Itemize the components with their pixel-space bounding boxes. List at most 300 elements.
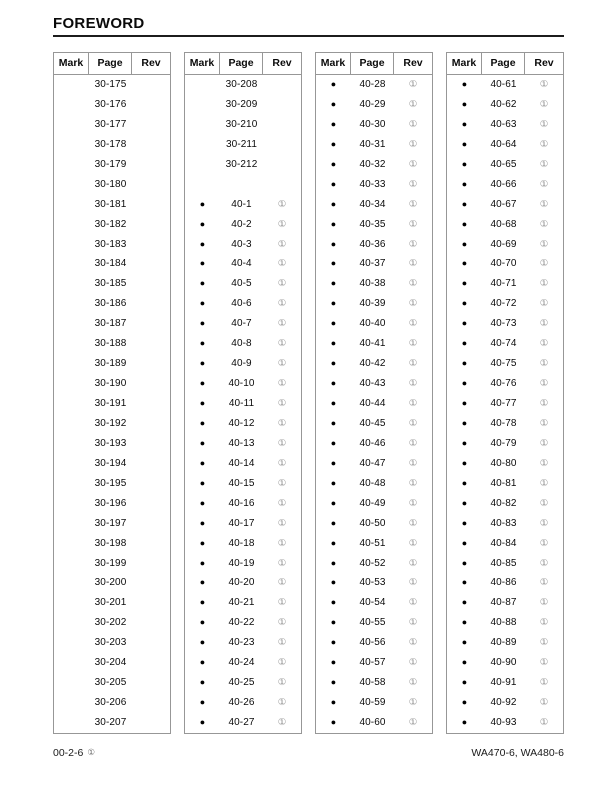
mark-dot-icon: ● [461, 637, 468, 648]
rev-symbol-icon: ① [539, 338, 549, 350]
table-body [185, 75, 301, 733]
mark-dot-icon [54, 454, 89, 474]
mark-dot-icon [54, 314, 89, 334]
rev-symbol-icon: ① [277, 677, 287, 689]
mark-dot-icon: ● [330, 178, 337, 189]
page-number: 40-65 [490, 158, 517, 170]
rev-symbol-icon: ① [408, 338, 418, 350]
table-row [54, 693, 170, 713]
table-row [54, 613, 170, 633]
page-number: 40-39 [359, 298, 386, 310]
page-number: 40-52 [359, 557, 386, 569]
page-number: 40-84 [490, 537, 517, 549]
rev-symbol-icon: ① [539, 597, 549, 609]
table-row [185, 534, 301, 554]
mark-dot-icon [54, 394, 89, 414]
rev-symbol-icon: ① [408, 417, 418, 429]
table-row [447, 394, 563, 414]
table-row [316, 573, 432, 593]
column-header-mark: Mark [54, 53, 89, 74]
table-row [54, 633, 170, 653]
rev-symbol-icon: ① [408, 178, 418, 190]
rev-symbol-icon [132, 235, 170, 255]
table-header-row [316, 53, 432, 75]
rev-symbol-icon: ① [277, 238, 287, 250]
page-number: 40-28 [359, 79, 386, 90]
page-number: 30-185 [94, 278, 127, 290]
page-number: 40-3 [231, 238, 252, 250]
table-row [447, 215, 563, 235]
page-number: 30-190 [94, 378, 127, 390]
table-row [447, 354, 563, 374]
rev-symbol-icon: ① [539, 258, 549, 270]
table-row [185, 155, 301, 175]
page-number: 40-93 [490, 717, 517, 728]
mark-dot-icon [54, 294, 89, 314]
table-body [54, 75, 170, 733]
rev-symbol-icon: ① [277, 617, 287, 629]
table-row [54, 195, 170, 215]
page-number: 40-67 [490, 198, 517, 210]
mark-dot-icon: ● [330, 238, 337, 249]
column-header-page: Page [220, 53, 263, 74]
mark-dot-icon: ● [461, 577, 468, 588]
rev-symbol-icon: ① [408, 557, 418, 569]
table-row [185, 95, 301, 115]
column-header-rev: Rev [403, 57, 423, 69]
page-number: 40-27 [228, 717, 255, 728]
table-row [185, 274, 301, 294]
page-number: 40-53 [359, 577, 386, 589]
mark-dot-icon: ● [199, 717, 206, 727]
page-number: 30-180 [94, 178, 127, 190]
page-number: 40-54 [359, 597, 386, 609]
page-number: 40-59 [359, 697, 386, 709]
mark-dot-icon: ● [330, 437, 337, 448]
page-number: 40-17 [228, 517, 255, 529]
mark-dot-icon: ● [461, 318, 468, 329]
mark-dot-icon: ● [199, 597, 206, 608]
table-row [185, 195, 301, 215]
page-number: 30-178 [94, 138, 127, 150]
mark-dot-icon [54, 115, 89, 135]
mark-dot-icon: ● [330, 477, 337, 488]
table-row [54, 394, 170, 414]
rev-symbol-icon: ① [277, 477, 287, 489]
rev-symbol-icon: ① [539, 138, 549, 150]
rev-symbol-icon: ① [408, 79, 418, 90]
mark-dot-icon: ● [330, 378, 337, 389]
mark-dot-icon [54, 653, 89, 673]
table-row [447, 135, 563, 155]
rev-symbol-icon: ① [408, 537, 418, 549]
page-title: FOREWORD [53, 15, 145, 32]
table-row [185, 593, 301, 613]
rev-symbol-icon [132, 474, 170, 494]
mark-dot-icon: ● [199, 677, 206, 688]
rev-symbol-icon: ① [277, 437, 287, 449]
page-number: 40-37 [359, 258, 386, 270]
mark-dot-icon: ● [461, 477, 468, 488]
mark-dot-icon: ● [461, 657, 468, 668]
table-row [185, 235, 301, 255]
rev-symbol-icon [132, 554, 170, 574]
rev-symbol-icon [132, 494, 170, 514]
rev-symbol-icon: ① [408, 657, 418, 669]
table-row [185, 314, 301, 334]
rev-symbol-icon: ① [408, 477, 418, 489]
rev-symbol-icon: ① [408, 258, 418, 270]
mark-dot-icon: ● [461, 497, 468, 508]
table-row [185, 414, 301, 434]
rev-symbol-icon [263, 135, 301, 155]
rev-symbol-icon: ① [277, 717, 287, 728]
rev-symbol-icon: ① [277, 358, 287, 370]
mark-dot-icon: ● [461, 557, 468, 568]
table-row [185, 135, 301, 155]
page-number: 30-187 [94, 318, 127, 330]
page-number: 40-62 [490, 98, 517, 110]
rev-symbol-icon: ① [539, 417, 549, 429]
table-row [316, 554, 432, 574]
table-row [316, 394, 432, 414]
rev-symbol-icon [263, 155, 301, 175]
page-number: 40-42 [359, 358, 386, 370]
rev-symbol-icon [132, 633, 170, 653]
rev-symbol-icon: ① [408, 298, 418, 310]
page-number: 40-44 [359, 398, 386, 409]
table-row [54, 75, 170, 95]
mark-dot-icon: ● [330, 358, 337, 369]
mark-dot-icon: ● [461, 238, 468, 249]
table-row [54, 414, 170, 434]
table-row [447, 155, 563, 175]
mark-dot-icon: ● [461, 437, 468, 448]
mark-dot-icon [54, 95, 89, 115]
rev-symbol-icon: ① [539, 717, 549, 728]
table-row [316, 135, 432, 155]
mark-dot-icon: ● [461, 537, 468, 548]
mark-dot-icon: ● [330, 597, 337, 608]
page-number: 40-50 [359, 517, 386, 529]
table-row [316, 514, 432, 534]
page-number: 40-21 [228, 597, 255, 609]
rev-symbol-icon [132, 613, 170, 633]
table-row [54, 274, 170, 294]
rev-symbol-icon: ① [539, 517, 549, 529]
table-row [54, 494, 170, 514]
rev-symbol-icon: ① [539, 577, 549, 589]
table-row [185, 434, 301, 454]
rev-symbol-icon: ① [277, 457, 287, 469]
table-row [185, 394, 301, 414]
table-row [316, 115, 432, 135]
rev-symbol-icon: ① [539, 218, 549, 230]
page-number: 40-4 [231, 258, 252, 270]
table-row [316, 414, 432, 434]
table-row [447, 414, 563, 434]
table-row [185, 653, 301, 673]
mark-dot-icon: ● [199, 198, 206, 209]
table-row [316, 354, 432, 374]
rev-symbol-icon [132, 334, 170, 354]
column-header-page: Page [351, 53, 394, 74]
rev-symbol-icon [132, 454, 170, 474]
rev-symbol-icon: ① [408, 597, 418, 609]
mark-dot-icon: ● [199, 577, 206, 588]
table-row [54, 334, 170, 354]
mark-dot-icon [54, 135, 89, 155]
footer-page-number [53, 747, 95, 759]
mark-dot-icon: ● [330, 98, 337, 109]
page-number: 40-57 [359, 657, 386, 669]
footer-model-numbers: WA470-6, WA480-6 [471, 747, 564, 759]
page-number: 30-201 [94, 597, 127, 609]
page-number: 30-184 [94, 258, 127, 270]
page-number: 30-194 [94, 457, 127, 469]
table-row [54, 235, 170, 255]
table-row [185, 334, 301, 354]
table-row [447, 274, 563, 294]
mark-dot-icon: ● [461, 98, 468, 109]
mark-dot-icon [54, 195, 89, 215]
table-row [447, 613, 563, 633]
rev-symbol-icon [132, 75, 170, 95]
table-row [185, 633, 301, 653]
table-row-empty [185, 175, 301, 195]
mark-dot-icon: ● [330, 158, 337, 169]
table-row [185, 573, 301, 593]
rev-symbol-icon: ① [408, 138, 418, 150]
page-number: 40-61 [490, 79, 517, 90]
mark-dot-icon: ● [199, 517, 206, 528]
mark-dot-icon [54, 633, 89, 653]
table-row [316, 334, 432, 354]
column-header-rev: Rev [534, 57, 554, 69]
mark-dot-icon: ● [199, 398, 206, 408]
page-number: 40-89 [490, 637, 517, 649]
page-number: 40-69 [490, 238, 517, 250]
page-number: 30-196 [94, 497, 127, 509]
page-number: 30-189 [94, 358, 127, 370]
page-number: 40-46 [359, 437, 386, 449]
rev-symbol-icon: ① [277, 218, 287, 230]
mark-dot-icon: ● [199, 657, 206, 668]
page-number: 40-43 [359, 378, 386, 390]
rev-symbol-icon: ① [539, 178, 549, 190]
rev-symbol-icon [132, 414, 170, 434]
rev-symbol-icon [132, 254, 170, 274]
mark-dot-icon [54, 155, 89, 175]
table-row [316, 454, 432, 474]
mark-dot-icon [54, 235, 89, 255]
page-number: 30-208 [225, 79, 258, 90]
table-row [447, 254, 563, 274]
rev-symbol-icon: ① [539, 278, 549, 290]
table-row [316, 633, 432, 653]
rev-symbol-icon: ① [277, 517, 287, 529]
rev-symbol-icon: ① [277, 597, 287, 609]
table-row [54, 254, 170, 274]
table-row [447, 633, 563, 653]
rev-symbol-icon: ① [408, 398, 418, 409]
mark-dot-icon: ● [199, 258, 206, 269]
table-row [316, 75, 432, 95]
mark-dot-icon: ● [330, 517, 337, 528]
rev-symbol-icon [132, 195, 170, 215]
mark-dot-icon [54, 254, 89, 274]
page-number: 40-74 [490, 338, 517, 350]
rev-symbol-icon: ① [408, 697, 418, 709]
table-row [316, 195, 432, 215]
table-row [185, 75, 301, 95]
page-number: 40-2 [231, 218, 252, 230]
page-number: 40-87 [490, 597, 517, 609]
table-row [185, 554, 301, 574]
page-number: 30-186 [94, 298, 127, 310]
mark-dot-icon: ● [461, 178, 468, 189]
mark-dot-icon: ● [461, 717, 468, 727]
table-row [316, 274, 432, 294]
table-row [185, 454, 301, 474]
page-number: 40-26 [228, 697, 255, 709]
mark-dot-icon [54, 534, 89, 554]
table-row [54, 155, 170, 175]
rev-symbol-icon [132, 215, 170, 235]
rev-symbol-icon [132, 135, 170, 155]
table-row [447, 673, 563, 693]
table-row [54, 115, 170, 135]
rev-symbol-icon: ① [539, 457, 549, 469]
page-number: 40-32 [359, 158, 386, 170]
mark-dot-icon [185, 155, 220, 175]
mark-dot-icon: ● [199, 697, 206, 708]
table-row [316, 474, 432, 494]
table-row [54, 653, 170, 673]
mark-dot-icon: ● [330, 218, 337, 229]
mark-dot-icon [185, 135, 220, 155]
rev-symbol-icon: ① [539, 557, 549, 569]
mark-dot-icon: ● [199, 218, 206, 229]
rev-symbol-icon [132, 115, 170, 135]
rev-symbol-icon [132, 314, 170, 334]
rev-symbol-icon [132, 573, 170, 593]
table-row [316, 155, 432, 175]
rev-symbol-icon: ① [408, 517, 418, 529]
table-header-row [185, 53, 301, 75]
table-row [316, 215, 432, 235]
page-number: 40-75 [490, 358, 517, 370]
table-row [54, 215, 170, 235]
page-number: 30-207 [94, 717, 127, 728]
rev-symbol-icon: ① [539, 158, 549, 170]
mark-dot-icon: ● [199, 457, 206, 468]
rev-symbol-icon: ① [277, 557, 287, 569]
mark-dot-icon: ● [330, 118, 337, 129]
table-row [185, 254, 301, 274]
table-row [316, 494, 432, 514]
page-number: 40-40 [359, 318, 386, 330]
rev-symbol-icon [132, 175, 170, 195]
page-number: 40-13 [228, 437, 255, 449]
rev-symbol-icon: ① [277, 318, 287, 330]
table-body [316, 75, 432, 733]
rev-symbol-icon: ① [408, 118, 418, 130]
page-number: 40-5 [231, 278, 252, 290]
table-row [316, 613, 432, 633]
rev-symbol-icon: ① [408, 637, 418, 649]
page-number: 40-70 [490, 258, 517, 270]
rev-symbol-icon: ① [539, 318, 549, 330]
page-number: 40-63 [490, 118, 517, 130]
mark-dot-icon: ● [461, 358, 468, 369]
page-number: 40-82 [490, 497, 517, 509]
rev-symbol-icon: ① [408, 98, 418, 110]
column-header-mark: Mark [185, 53, 220, 74]
rev-symbol-icon: ① [408, 717, 418, 728]
mark-dot-icon: ● [461, 398, 468, 408]
mark-dot-icon: ● [461, 118, 468, 129]
rev-symbol-icon: ① [277, 637, 287, 649]
mark-dot-icon [185, 75, 220, 95]
mark-dot-icon: ● [461, 378, 468, 389]
mark-dot-icon: ● [461, 697, 468, 708]
mark-dot-icon: ● [199, 477, 206, 488]
page-number: 40-29 [359, 98, 386, 110]
page-number: 40-16 [228, 497, 255, 509]
table-row [316, 235, 432, 255]
table-row [185, 474, 301, 494]
mark-dot-icon: ● [461, 138, 468, 149]
mark-dot-icon: ● [199, 537, 206, 548]
page-number: 40-8 [231, 338, 252, 350]
page-number: 40-12 [228, 417, 255, 429]
mark-dot-icon: ● [461, 158, 468, 169]
page-number: 40-72 [490, 298, 517, 310]
page-number: 40-41 [359, 338, 386, 350]
page-number: 40-81 [490, 477, 517, 489]
rev-symbol-icon [263, 75, 301, 95]
footer-rev-icon: ① [87, 747, 95, 757]
page-number: 30-206 [94, 697, 127, 709]
rev-symbol-icon: ① [408, 378, 418, 390]
page-number: 30-175 [94, 79, 127, 90]
mark-dot-icon [54, 274, 89, 294]
rev-symbol-icon: ① [539, 238, 549, 250]
table-row [316, 593, 432, 613]
mark-dot-icon: ● [330, 617, 337, 628]
mark-dot-icon: ● [330, 258, 337, 269]
page-number: 40-19 [228, 557, 255, 569]
mark-dot-icon [54, 434, 89, 454]
table-row [447, 115, 563, 135]
rev-symbol-icon: ① [408, 238, 418, 250]
rev-symbol-icon [263, 95, 301, 115]
table-row [185, 115, 301, 135]
page-footer [53, 747, 564, 759]
rev-symbol-icon: ① [277, 697, 287, 709]
column-header-mark: Mark [316, 53, 351, 74]
table-row [316, 693, 432, 713]
mark-dot-icon: ● [461, 79, 468, 89]
table-row [185, 294, 301, 314]
mark-dot-icon: ● [461, 617, 468, 628]
page-number: 30-204 [94, 657, 127, 669]
mark-dot-icon [54, 215, 89, 235]
rev-symbol-icon: ① [408, 457, 418, 469]
page-number: 30-195 [94, 477, 127, 489]
mark-dot-icon [54, 414, 89, 434]
